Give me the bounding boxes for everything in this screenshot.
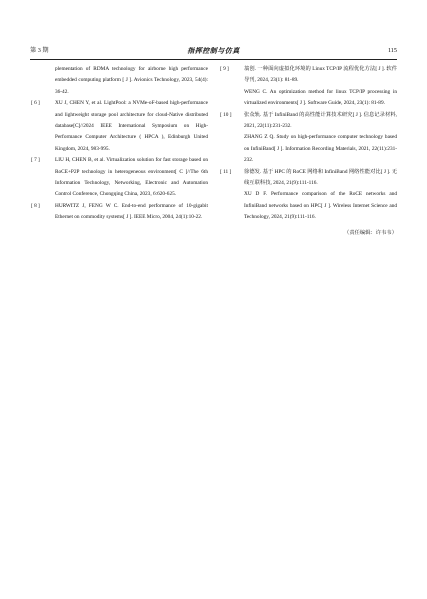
reference-text: 徐德发. 基于 HPC 的 RoCE 网络和 InfiniBand 网络性能对比[ J ]. 无线互联科技, 2024, 21(9):111-116.: [244, 168, 397, 187]
reference-item: [30, 64, 208, 98]
reference-text: XU J, CHEN Y, et al. LightPool: a NVMe-oF-based high-performance and lightweight storage pool architecture for cloud-Native distributed database[C]//2024 IEEE International Symposium on High-Performance Computer Architecture ( HPCA ), Edinburgh United Kingdom, 2024, 983-995.: [55, 100, 208, 152]
reference-number: [ 11 ]: [220, 168, 232, 175]
reference-item: [219, 110, 397, 133]
reference-text: plementation of RDMA technology for airborne high performance embedded computing platform [ J ]. Avionics Technology, 2023, 54(4): 36-42.: [55, 66, 208, 95]
reference-number: [ 6 ]: [31, 100, 40, 107]
reference-item: [219, 64, 397, 87]
reference-item: [30, 155, 208, 201]
reference-text: LIU H, CHEN B, et al. Virtualization solution for fast storage based on RoCE+P2P technology in heterogeneous environment[ C ]//The 6th Information Technology, Networking, Electronic and Automation Control Conference, Chongqing China, 2023, 6:620-625.: [55, 157, 208, 198]
issue-number: 第 3 期: [30, 47, 49, 54]
editor-note: （责任编辑：许韦韦）: [344, 229, 397, 236]
reference-item: [219, 167, 397, 190]
journal-title: 指挥控制与仿真: [187, 47, 240, 55]
reference-text: HURWITZ J, FENG W C. End-to-end performance of 10-gigabit Ethernet on commodity systems[ J ]. IEEE Micro, 2004, 24(1):10-22.: [55, 202, 208, 221]
reference-text: 张众轨. 基于 InfiniBand 的高性能计算技术研究[ J ]. 信息记录材料, 2021, 22(11):231-232.: [244, 111, 397, 130]
reference-text: 翁创. 一种面向虚拟化环境的 Linux TCP/IP 流程优化方法[ J ]. 软件导刊, 2024, 23(1): 81-89.: [244, 66, 397, 84]
reference-text: XU D F. Performance comparison of the RoCE networks and InfiniBand networks based on HPC[ J ]. Wireless Internet Science and Technology, 2024, 21(9):111-116.: [244, 191, 397, 221]
right-column: [219, 64, 397, 239]
reference-text: WENG C. An optimization method for linux TCP/IP processing in virtualized environments[ J ]. Software Guide, 2024, 23(1): 81-89.: [244, 88, 397, 107]
reference-item-english: [219, 132, 397, 166]
left-column: [30, 64, 208, 224]
header-rule: [30, 59, 397, 60]
page-number: 115: [387, 47, 397, 54]
reference-item: [30, 201, 208, 224]
reference-item-english: [219, 189, 397, 223]
running-header: [30, 44, 397, 58]
reference-item: [30, 98, 208, 155]
reference-text: ZHANG Z Q. Study on high-performance computer technology based on InfiniBand[ J ]. Information Recording Materials, 2021, 22(11):231-232.: [244, 134, 397, 164]
reference-item-english: [219, 87, 397, 110]
reference-number: [ 10 ]: [220, 111, 232, 118]
reference-number: [ 9 ]: [220, 66, 229, 72]
reference-number: [ 7 ]: [31, 157, 40, 164]
reference-number: [ 8 ]: [31, 202, 40, 209]
